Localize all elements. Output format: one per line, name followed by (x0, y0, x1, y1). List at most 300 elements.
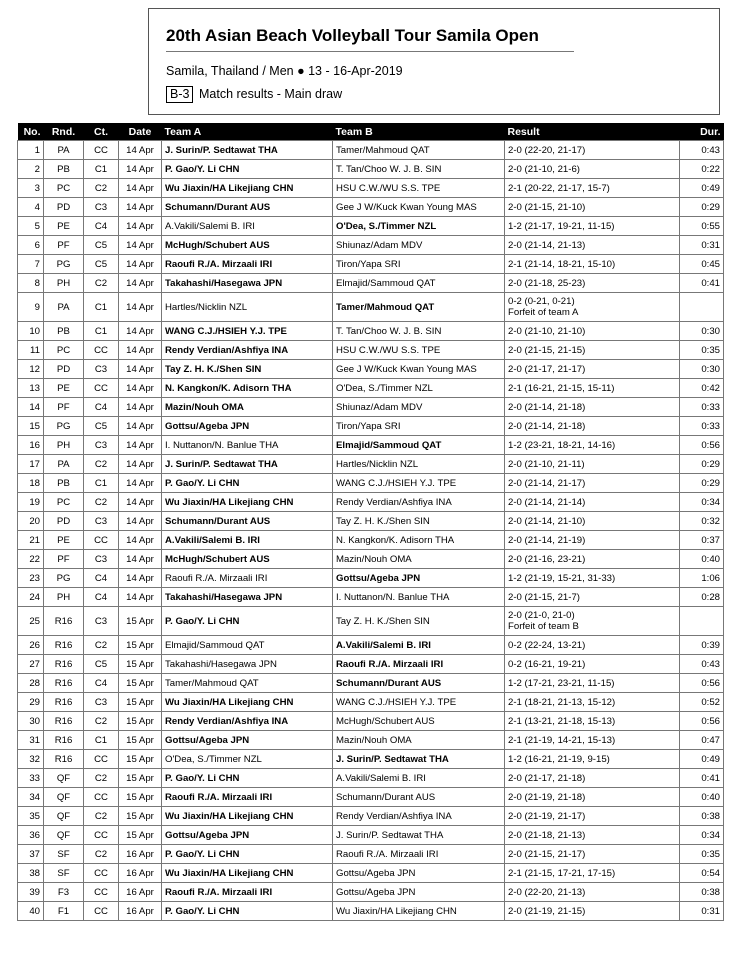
duration-cell: 0:38 (680, 807, 724, 826)
team-b-cell: Tamer/Mahmoud QAT (333, 141, 505, 160)
col-header-no: No. (18, 123, 44, 141)
team-a-cell: P. Gao/Y. Li CHN (162, 902, 333, 921)
match-number: 25 (18, 607, 44, 636)
duration-cell: 0:22 (680, 160, 724, 179)
match-number: 11 (18, 341, 44, 360)
court-cell: C5 (84, 236, 119, 255)
team-a-cell: Raoufi R./A. Mirzaali IRI (162, 569, 333, 588)
duration-cell: 0:32 (680, 512, 724, 531)
duration-cell: 0:49 (680, 179, 724, 198)
court-cell: CC (84, 379, 119, 398)
team-a-cell: J. Surin/P. Sedtawat THA (162, 141, 333, 160)
court-cell: C4 (84, 588, 119, 607)
team-b-cell: Tay Z. H. K./Shen SIN (333, 607, 505, 636)
match-number: 23 (18, 569, 44, 588)
result-score: 2-0 (21-0, 21-0) (508, 610, 575, 621)
team-a-cell: Takahashi/Hasegawa JPN (162, 588, 333, 607)
title-divider (166, 51, 574, 52)
team-a-cell: Raoufi R./A. Mirzaali IRI (162, 883, 333, 902)
team-b-cell: Schumann/Durant AUS (333, 788, 505, 807)
round-cell: PH (44, 436, 84, 455)
duration-cell: 0:30 (680, 322, 724, 341)
round-cell: PG (44, 417, 84, 436)
round-cell: R16 (44, 636, 84, 655)
col-header-duration: Dur. (680, 123, 724, 141)
team-a-cell: Raoufi R./A. Mirzaali IRI (162, 255, 333, 274)
match-number: 4 (18, 198, 44, 217)
team-a-cell: P. Gao/Y. Li CHN (162, 160, 333, 179)
result-cell: 2-0 (21-15, 21-10) (505, 198, 680, 217)
court-cell: C2 (84, 712, 119, 731)
match-number: 1 (18, 141, 44, 160)
court-cell: CC (84, 864, 119, 883)
result-cell: 2-0 (21-19, 21-18) (505, 788, 680, 807)
duration-cell: 0:54 (680, 864, 724, 883)
table-row (18, 217, 724, 236)
forfeit-note: Forfeit of team B (508, 621, 579, 632)
court-cell: CC (84, 531, 119, 550)
date-cell: 15 Apr (119, 731, 162, 750)
table-row (18, 198, 724, 217)
court-cell: C3 (84, 512, 119, 531)
court-cell: CC (84, 141, 119, 160)
result-cell: 2-0 (21-14, 21-17) (505, 474, 680, 493)
team-b-cell: HSU C.W./WU S.S. TPE (333, 179, 505, 198)
team-b-cell: A.Vakili/Salemi B. IRI (333, 769, 505, 788)
team-b-cell: N. Kangkon/K. Adisorn THA (333, 531, 505, 550)
team-b-cell: J. Surin/P. Sedtawat THA (333, 826, 505, 845)
match-number: 38 (18, 864, 44, 883)
result-cell: 2-0 (22-20, 21-13) (505, 883, 680, 902)
team-a-cell: Tay Z. H. K./Shen SIN (162, 360, 333, 379)
table-row (18, 398, 724, 417)
duration-cell: 0:28 (680, 588, 724, 607)
match-number: 5 (18, 217, 44, 236)
table-row (18, 436, 724, 455)
round-cell: R16 (44, 731, 84, 750)
match-number: 24 (18, 588, 44, 607)
match-number: 19 (18, 493, 44, 512)
round-cell: PH (44, 588, 84, 607)
table-row (18, 179, 724, 198)
round-cell: QF (44, 788, 84, 807)
result-cell: 2-0 (21-18, 25-23) (505, 274, 680, 293)
match-number: 6 (18, 236, 44, 255)
court-cell: C4 (84, 398, 119, 417)
team-a-cell: McHugh/Schubert AUS (162, 236, 333, 255)
court-cell: C4 (84, 569, 119, 588)
team-a-cell: P. Gao/Y. Li CHN (162, 769, 333, 788)
match-number: 31 (18, 731, 44, 750)
duration-cell: 0:30 (680, 360, 724, 379)
result-cell: 2-0 (22-20, 21-17) (505, 141, 680, 160)
result-cell: 1-2 (23-21, 18-21, 14-16) (505, 436, 680, 455)
table-row (18, 341, 724, 360)
court-cell: C1 (84, 322, 119, 341)
result-cell: 2-1 (21-14, 18-21, 15-10) (505, 255, 680, 274)
date-cell: 14 Apr (119, 141, 162, 160)
result-cell: 1-2 (17-21, 23-21, 11-15) (505, 674, 680, 693)
date-cell: 14 Apr (119, 160, 162, 179)
team-a-cell: Rendy Verdian/Ashfiya INA (162, 712, 333, 731)
date-cell: 14 Apr (119, 531, 162, 550)
round-cell: PD (44, 512, 84, 531)
result-cell: 2-0 (21-17, 21-18) (505, 769, 680, 788)
result-cell: 2-0 (21-19, 21-17) (505, 807, 680, 826)
team-b-cell: Schumann/Durant AUS (333, 674, 505, 693)
team-b-cell: Rendy Verdian/Ashfiya INA (333, 493, 505, 512)
team-a-cell: Rendy Verdian/Ashfiya INA (162, 341, 333, 360)
court-cell: CC (84, 902, 119, 921)
table-row (18, 141, 724, 160)
duration-cell: 0:49 (680, 750, 724, 769)
court-cell: C3 (84, 550, 119, 569)
court-cell: CC (84, 750, 119, 769)
date-cell: 14 Apr (119, 236, 162, 255)
date-cell: 14 Apr (119, 398, 162, 417)
result-cell: 2-1 (20-22, 21-17, 15-7) (505, 179, 680, 198)
court-cell: C5 (84, 417, 119, 436)
team-b-cell: J. Surin/P. Sedtawat THA (333, 750, 505, 769)
date-cell: 14 Apr (119, 274, 162, 293)
table-row (18, 255, 724, 274)
result-cell: 2-1 (16-21, 21-15, 15-11) (505, 379, 680, 398)
match-number: 10 (18, 322, 44, 341)
round-cell: PF (44, 236, 84, 255)
court-cell: CC (84, 826, 119, 845)
round-cell: PG (44, 569, 84, 588)
duration-cell (680, 293, 724, 322)
table-row (18, 864, 724, 883)
court-cell: C2 (84, 636, 119, 655)
court-cell: C3 (84, 436, 119, 455)
duration-cell: 0:31 (680, 236, 724, 255)
date-cell: 15 Apr (119, 826, 162, 845)
round-cell: PH (44, 274, 84, 293)
team-a-cell: Gottsu/Ageba JPN (162, 731, 333, 750)
duration-cell: 0:41 (680, 274, 724, 293)
round-cell: PA (44, 293, 84, 322)
team-b-cell: Raoufi R./A. Mirzaali IRI (333, 845, 505, 864)
result-cell: 2-0 (21-15, 21-17) (505, 845, 680, 864)
team-a-cell: P. Gao/Y. Li CHN (162, 845, 333, 864)
duration-cell: 0:47 (680, 731, 724, 750)
team-a-cell: Schumann/Durant AUS (162, 198, 333, 217)
team-a-cell: A.Vakili/Salemi B. IRI (162, 531, 333, 550)
result-cell: 2-1 (18-21, 21-13, 15-12) (505, 693, 680, 712)
date-cell: 16 Apr (119, 845, 162, 864)
duration-cell: 0:35 (680, 845, 724, 864)
team-a-cell: A.Vakili/Salemi B. IRI (162, 217, 333, 236)
team-a-cell: Wu Jiaxin/HA Likejiang CHN (162, 807, 333, 826)
team-b-cell: Raoufi R./A. Mirzaali IRI (333, 655, 505, 674)
result-cell: 2-0 (21-10, 21-6) (505, 160, 680, 179)
team-b-cell: Mazin/Nouh OMA (333, 731, 505, 750)
match-number: 27 (18, 655, 44, 674)
col-header-date: Date (119, 123, 162, 141)
result-cell: 0-2 (16-21, 19-21) (505, 655, 680, 674)
table-row (18, 236, 724, 255)
date-cell: 14 Apr (119, 588, 162, 607)
team-b-cell: Shiunaz/Adam MDV (333, 398, 505, 417)
table-row (18, 769, 724, 788)
result-cell (505, 607, 680, 636)
court-cell: C3 (84, 607, 119, 636)
match-number: 39 (18, 883, 44, 902)
result-cell: 2-0 (21-14, 21-13) (505, 236, 680, 255)
table-row (18, 845, 724, 864)
table-row (18, 293, 724, 322)
team-b-cell: WANG C.J./HSIEH Y.J. TPE (333, 693, 505, 712)
round-cell: QF (44, 769, 84, 788)
date-cell: 15 Apr (119, 607, 162, 636)
court-cell: C3 (84, 693, 119, 712)
round-cell: PC (44, 341, 84, 360)
table-row (18, 902, 724, 921)
team-b-cell: Mazin/Nouh OMA (333, 550, 505, 569)
date-cell: 16 Apr (119, 883, 162, 902)
date-cell: 14 Apr (119, 179, 162, 198)
duration-cell: 0:33 (680, 398, 724, 417)
date-cell: 14 Apr (119, 322, 162, 341)
result-score: 0-2 (0-21, 0-21) (508, 296, 575, 307)
team-b-cell: A.Vakili/Salemi B. IRI (333, 636, 505, 655)
date-cell: 14 Apr (119, 493, 162, 512)
date-cell: 14 Apr (119, 360, 162, 379)
round-cell: PF (44, 398, 84, 417)
team-a-cell: N. Kangkon/K. Adisorn THA (162, 379, 333, 398)
duration-cell: 0:40 (680, 788, 724, 807)
court-cell: CC (84, 341, 119, 360)
table-row (18, 750, 724, 769)
date-cell: 14 Apr (119, 417, 162, 436)
duration-cell: 0:29 (680, 474, 724, 493)
round-cell: PC (44, 493, 84, 512)
team-b-cell: Tamer/Mahmoud QAT (333, 293, 505, 322)
document-code-badge: B-3 (166, 86, 193, 103)
court-cell: C4 (84, 217, 119, 236)
match-number: 7 (18, 255, 44, 274)
team-b-cell: I. Nuttanon/N. Banlue THA (333, 588, 505, 607)
team-b-cell: Elmajid/Sammoud QAT (333, 436, 505, 455)
team-b-cell: Tiron/Yapa SRI (333, 417, 505, 436)
result-cell: 2-1 (21-19, 14-21, 15-13) (505, 731, 680, 750)
duration-cell: 0:43 (680, 655, 724, 674)
match-number: 20 (18, 512, 44, 531)
date-cell: 15 Apr (119, 674, 162, 693)
team-a-cell: McHugh/Schubert AUS (162, 550, 333, 569)
result-cell: 2-0 (21-14, 21-18) (505, 417, 680, 436)
court-cell: C3 (84, 198, 119, 217)
date-cell: 14 Apr (119, 198, 162, 217)
table-row (18, 550, 724, 569)
date-cell: 15 Apr (119, 769, 162, 788)
team-a-cell: Schumann/Durant AUS (162, 512, 333, 531)
team-a-cell: Takahashi/Hasegawa JPN (162, 274, 333, 293)
duration-cell: 0:55 (680, 217, 724, 236)
date-cell: 14 Apr (119, 569, 162, 588)
court-cell: C1 (84, 293, 119, 322)
duration-cell: 0:45 (680, 255, 724, 274)
court-cell: C1 (84, 474, 119, 493)
match-number: 2 (18, 160, 44, 179)
duration-cell: 0:39 (680, 636, 724, 655)
duration-cell: 0:56 (680, 712, 724, 731)
forfeit-note: Forfeit of team A (508, 307, 579, 318)
date-cell: 14 Apr (119, 550, 162, 569)
result-cell: 2-0 (21-18, 21-13) (505, 826, 680, 845)
court-cell: C5 (84, 655, 119, 674)
round-cell: QF (44, 807, 84, 826)
result-cell: 2-1 (21-15, 17-21, 17-15) (505, 864, 680, 883)
table-row (18, 674, 724, 693)
duration-cell: 0:37 (680, 531, 724, 550)
round-cell: PE (44, 531, 84, 550)
duration-cell: 0:34 (680, 493, 724, 512)
court-cell: C2 (84, 845, 119, 864)
duration-cell: 0:52 (680, 693, 724, 712)
col-header-team-b: Team B (333, 123, 505, 141)
round-cell: F1 (44, 902, 84, 921)
round-cell: PB (44, 474, 84, 493)
round-cell: PF (44, 550, 84, 569)
col-header-court: Ct. (84, 123, 119, 141)
match-number: 36 (18, 826, 44, 845)
team-a-cell: J. Surin/P. Sedtawat THA (162, 455, 333, 474)
match-number: 35 (18, 807, 44, 826)
result-cell: 2-0 (21-14, 21-18) (505, 398, 680, 417)
team-a-cell: Takahashi/Hasegawa JPN (162, 655, 333, 674)
team-a-cell: WANG C.J./HSIEH Y.J. TPE (162, 322, 333, 341)
date-cell: 15 Apr (119, 636, 162, 655)
table-header-row (18, 123, 724, 141)
team-b-cell: Rendy Verdian/Ashfiya INA (333, 807, 505, 826)
round-cell: QF (44, 826, 84, 845)
match-number: 12 (18, 360, 44, 379)
team-a-cell: Wu Jiaxin/HA Likejiang CHN (162, 693, 333, 712)
round-cell: R16 (44, 750, 84, 769)
result-cell: 2-0 (21-15, 21-7) (505, 588, 680, 607)
result-cell: 2-0 (21-10, 21-11) (505, 455, 680, 474)
round-cell: PE (44, 379, 84, 398)
team-b-cell: O'Dea, S./Timmer NZL (333, 217, 505, 236)
team-b-cell: Hartles/Nicklin NZL (333, 455, 505, 474)
table-body (18, 141, 724, 921)
team-b-cell: Tiron/Yapa SRI (333, 255, 505, 274)
team-b-cell: HSU C.W./WU S.S. TPE (333, 341, 505, 360)
date-cell: 16 Apr (119, 864, 162, 883)
team-a-cell: Wu Jiaxin/HA Likejiang CHN (162, 179, 333, 198)
match-number: 34 (18, 788, 44, 807)
court-cell: C2 (84, 274, 119, 293)
match-number: 33 (18, 769, 44, 788)
match-number: 28 (18, 674, 44, 693)
team-b-cell: Elmajid/Sammoud QAT (333, 274, 505, 293)
round-cell: SF (44, 845, 84, 864)
duration-cell: 0:29 (680, 455, 724, 474)
team-a-cell: Wu Jiaxin/HA Likejiang CHN (162, 864, 333, 883)
date-cell: 15 Apr (119, 788, 162, 807)
duration-cell: 0:56 (680, 674, 724, 693)
table-row (18, 636, 724, 655)
table-row (18, 160, 724, 179)
duration-cell: 0:31 (680, 902, 724, 921)
table-row (18, 322, 724, 341)
match-number: 37 (18, 845, 44, 864)
table-row (18, 588, 724, 607)
result-cell: 2-0 (21-19, 21-15) (505, 902, 680, 921)
date-cell: 14 Apr (119, 474, 162, 493)
match-number: 22 (18, 550, 44, 569)
result-cell: 0-2 (22-24, 13-21) (505, 636, 680, 655)
team-b-cell: Gottsu/Ageba JPN (333, 883, 505, 902)
court-cell: CC (84, 883, 119, 902)
match-number: 18 (18, 474, 44, 493)
duration-cell (680, 607, 724, 636)
duration-cell: 0:40 (680, 550, 724, 569)
team-a-cell: Gottsu/Ageba JPN (162, 826, 333, 845)
result-cell: 2-0 (21-15, 21-15) (505, 341, 680, 360)
team-b-cell: Tay Z. H. K./Shen SIN (333, 512, 505, 531)
duration-cell: 0:35 (680, 341, 724, 360)
table-row (18, 569, 724, 588)
duration-cell: 0:33 (680, 417, 724, 436)
team-b-cell: Gottsu/Ageba JPN (333, 569, 505, 588)
team-b-cell: T. Tan/Choo W. J. B. SIN (333, 322, 505, 341)
table-row (18, 788, 724, 807)
result-cell: 2-0 (21-14, 21-10) (505, 512, 680, 531)
match-number: 30 (18, 712, 44, 731)
table-row (18, 883, 724, 902)
round-cell: R16 (44, 674, 84, 693)
round-cell: R16 (44, 655, 84, 674)
match-number: 40 (18, 902, 44, 921)
date-cell: 14 Apr (119, 217, 162, 236)
date-cell: 14 Apr (119, 379, 162, 398)
round-cell: PB (44, 160, 84, 179)
match-number: 17 (18, 455, 44, 474)
match-number: 8 (18, 274, 44, 293)
team-a-cell: Mazin/Nouh OMA (162, 398, 333, 417)
result-cell: 2-0 (21-16, 23-21) (505, 550, 680, 569)
duration-cell: 0:38 (680, 883, 724, 902)
date-cell: 15 Apr (119, 807, 162, 826)
team-a-cell: Gottsu/Ageba JPN (162, 417, 333, 436)
team-b-cell: Gee J W/Kuck Kwan Young MAS (333, 360, 505, 379)
duration-cell: 0:56 (680, 436, 724, 455)
date-cell: 15 Apr (119, 655, 162, 674)
team-a-cell: Tamer/Mahmoud QAT (162, 674, 333, 693)
team-b-cell: McHugh/Schubert AUS (333, 712, 505, 731)
match-number: 26 (18, 636, 44, 655)
match-number: 9 (18, 293, 44, 322)
table-row (18, 693, 724, 712)
match-number: 32 (18, 750, 44, 769)
court-cell: C3 (84, 360, 119, 379)
team-b-cell: Wu Jiaxin/HA Likejiang CHN (333, 902, 505, 921)
result-cell (505, 293, 680, 322)
court-cell: C2 (84, 493, 119, 512)
court-cell: C4 (84, 674, 119, 693)
round-cell: PD (44, 198, 84, 217)
court-cell: C2 (84, 455, 119, 474)
team-a-cell: P. Gao/Y. Li CHN (162, 607, 333, 636)
round-cell: PG (44, 255, 84, 274)
table-row (18, 807, 724, 826)
date-cell: 15 Apr (119, 750, 162, 769)
table-row (18, 712, 724, 731)
date-cell: 14 Apr (119, 341, 162, 360)
